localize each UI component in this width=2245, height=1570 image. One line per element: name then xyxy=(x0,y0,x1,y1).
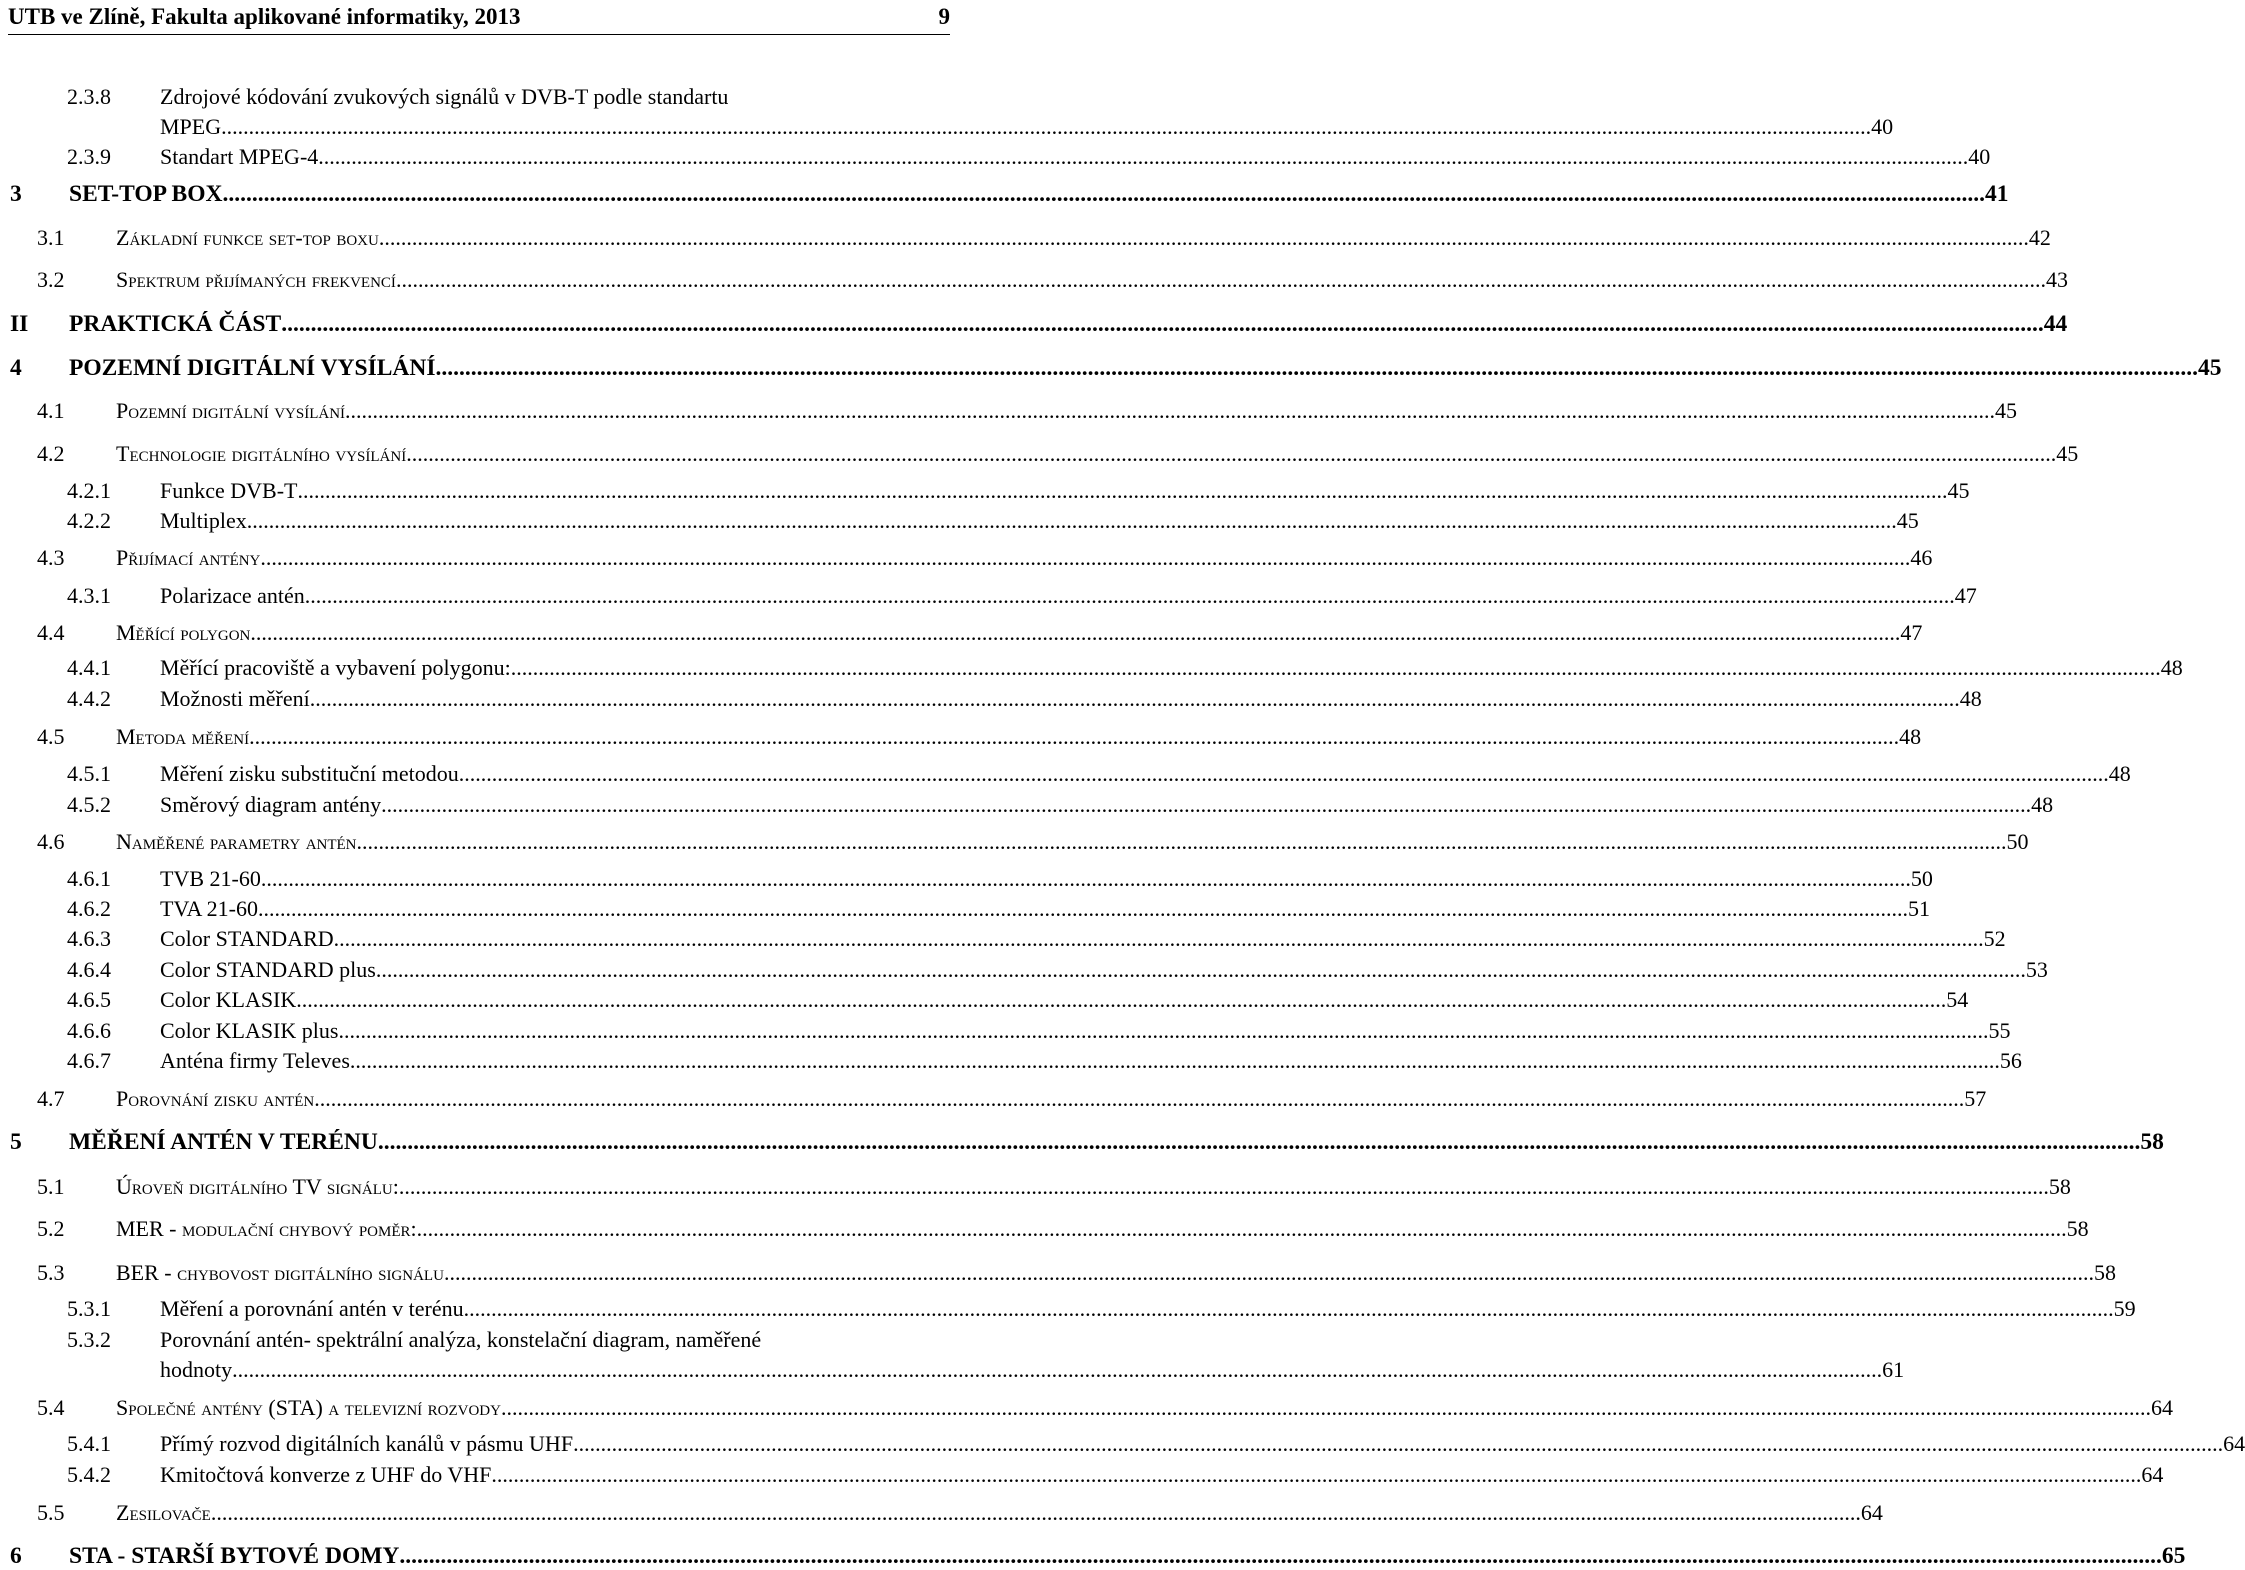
toc-entry[interactable] xyxy=(0,654,2183,682)
toc-entry-page: 58 xyxy=(2093,1260,2116,1285)
toc-entry-number: 4.6.4 xyxy=(67,957,111,982)
toc-entry[interactable] xyxy=(0,1461,2164,1489)
toc-entry-title: Měřící pracoviště a vybavení polygonu: xyxy=(160,655,511,680)
toc-entry[interactable] xyxy=(0,180,2009,208)
toc-dot-leader: ............................................................................................................................................................................................................................................................................................................ xyxy=(250,620,1901,645)
toc-entry-title: Měření a porovnání antén v terénu xyxy=(160,1296,464,1321)
toc-entry-page: 48 xyxy=(1899,724,1922,749)
toc-dot-leader: ............................................................................................................................................................................................................................................................................................................ xyxy=(314,1086,1965,1111)
toc-entry-number: 4.4 xyxy=(37,620,65,645)
toc-entry[interactable] xyxy=(0,440,2079,468)
toc-entry-number: 4.5.1 xyxy=(67,761,111,786)
toc-entry[interactable] xyxy=(0,1430,2245,1458)
toc-entry-title: BER - chybovost digitálního signálu xyxy=(116,1260,444,1285)
toc-entry-page: 65 xyxy=(2161,1543,2186,1569)
toc-entry-number: 4.2.1 xyxy=(67,478,111,503)
toc-entry-number: 4 xyxy=(10,355,22,381)
toc-entry-title: TVA 21-60 xyxy=(160,896,258,921)
toc-entry-number: 4.5 xyxy=(37,724,65,749)
toc-entry-title: Společné antény (STA) a televizní rozvody xyxy=(116,1395,501,1420)
toc-entry[interactable] xyxy=(0,1295,2136,1323)
toc-entry[interactable] xyxy=(0,791,2054,819)
toc-entry-title: Měření zisku substituční metodou xyxy=(160,761,459,786)
toc-entry-page: 53 xyxy=(2025,957,2048,982)
toc-dot-leader: ............................................................................................................................................................................................................................................................................................................ xyxy=(573,1431,2224,1456)
toc-entry[interactable] xyxy=(0,1499,1883,1527)
toc-dot-leader: ............................................................................................................................................................................................................................................................................................................ xyxy=(435,355,2198,381)
toc-entry[interactable] xyxy=(0,760,2131,788)
toc-entry[interactable] xyxy=(0,266,2068,294)
toc-entry-page: 64 xyxy=(2141,1462,2164,1487)
toc-entry[interactable] xyxy=(0,1128,2164,1156)
toc-entry-number: 5.3.1 xyxy=(67,1296,111,1321)
toc-entry-title: Zesilovače xyxy=(116,1500,211,1525)
toc-entry-number: 5 xyxy=(10,1129,22,1155)
toc-entry-page: 54 xyxy=(1946,987,1969,1012)
toc-entry-title: Metoda měření xyxy=(116,724,250,749)
toc-dot-leader: ............................................................................................................................................................................................................................................................................................................ xyxy=(500,1395,2151,1420)
toc-entry-number: 5.1 xyxy=(37,1174,65,1199)
toc-entry-number: 2.3.8 xyxy=(67,84,111,109)
toc-entry-title: SET-TOP BOX xyxy=(69,181,223,207)
toc-entry-number: 4.7 xyxy=(37,1086,65,1111)
toc-entry-title: PRAKTICKÁ ČÁST xyxy=(69,311,282,337)
toc-dot-leader: ............................................................................................................................................................................................................................................................................................................ xyxy=(349,1048,2000,1073)
header-page-number: 9 xyxy=(938,4,950,29)
toc-entry-title: POZEMNÍ DIGITÁLNÍ VYSÍLÁNÍ xyxy=(69,355,436,381)
toc-entry-page: 40 xyxy=(1968,144,1991,169)
toc-entry-title: Porovnání zisku antén xyxy=(116,1086,315,1111)
toc-entry-number: 4.4.2 xyxy=(67,686,111,711)
toc-entry-title: STA - STARŠÍ BYTOVÉ DOMY xyxy=(69,1543,400,1569)
toc-dot-leader: ............................................................................................................................................................................................................................................................................................................ xyxy=(281,311,2044,337)
toc-dot-leader: ............................................................................................................................................................................................................................................................................................................ xyxy=(345,398,1996,423)
toc-entry-number: 3.2 xyxy=(37,267,65,292)
toc-entry-title: Možnosti měření xyxy=(160,686,310,711)
toc-entry-title: Funkce DVB-T xyxy=(160,478,298,503)
toc-entry-number: 4.6.2 xyxy=(67,896,111,921)
toc-dot-leader: ............................................................................................................................................................................................................................................................................................................ xyxy=(258,896,1908,921)
toc-entry-number: 6 xyxy=(10,1543,22,1569)
toc-dot-leader: ............................................................................................................................................................................................................................................................................................................ xyxy=(260,866,1911,891)
toc-entry-number: 5.4 xyxy=(37,1395,65,1420)
toc-entry[interactable] xyxy=(0,1394,2173,1422)
toc-dot-leader: ............................................................................................................................................................................................................................................................................................................ xyxy=(377,1129,2141,1155)
page-header xyxy=(8,4,950,35)
toc-entry-page: 41 xyxy=(1984,181,2009,207)
toc-dot-leader: ............................................................................................................................................................................................................................................................................................................ xyxy=(318,144,1969,169)
toc-entry-page: 51 xyxy=(1908,896,1930,921)
toc-dot-leader: ............................................................................................................................................................................................................................................................................................................ xyxy=(246,508,1897,533)
toc-entry-page: 45 xyxy=(1947,478,1970,503)
toc-dot-leader: ............................................................................................................................................................................................................................................................................................................ xyxy=(463,1296,2114,1321)
toc-dot-leader: ............................................................................................................................................................................................................................................................................................................ xyxy=(304,583,1955,608)
toc-entry-number: 4.6.6 xyxy=(67,1018,111,1043)
toc-entry-page: 48 xyxy=(1959,686,1982,711)
toc-entry[interactable] xyxy=(0,1215,2089,1243)
toc-dot-leader: ............................................................................................................................................................................................................................................................................................................ xyxy=(297,478,1948,503)
toc-entry-title: Pozemní digitální vysílání xyxy=(116,398,346,423)
toc-dot-leader: ............................................................................................................................................................................................................................................................................................................ xyxy=(338,1018,1989,1043)
toc-entry-title: Color KLASIK xyxy=(160,987,297,1012)
toc-dot-leader: ............................................................................................................................................................................................................................................................................................................ xyxy=(296,987,1947,1012)
toc-entry[interactable] xyxy=(0,723,1922,751)
toc-dot-leader: ............................................................................................................................................................................................................................................................................................................ xyxy=(309,686,1960,711)
toc-entry-page: 44 xyxy=(2043,311,2068,337)
toc-entry-title: Úroveň digitálního TV signálu: xyxy=(116,1174,399,1199)
toc-entry-page: 45 xyxy=(2198,355,2222,381)
toc-entry[interactable] xyxy=(0,354,2222,382)
toc-entry[interactable] xyxy=(0,956,2048,984)
toc-entry-page: 58 xyxy=(2140,1129,2164,1155)
toc-entry-title: Zdrojové kódování zvukových signálů v DVB-T podle standartu xyxy=(160,84,729,109)
toc-entry-page: 48 xyxy=(2031,792,2054,817)
toc-entry[interactable] xyxy=(0,865,1933,893)
toc-entry-title: Měřící polygon xyxy=(116,620,251,645)
toc-entry-page: 47 xyxy=(1954,583,1977,608)
toc-entry-number: 4.6.5 xyxy=(67,987,111,1012)
toc-entry-title: MĚŘENÍ ANTÉN V TERÉNU xyxy=(69,1129,378,1155)
toc-entry-number: 4.6.1 xyxy=(67,866,111,891)
toc-entry-title: Standart MPEG-4 xyxy=(160,144,319,169)
toc-dot-leader: ............................................................................................................................................................................................................................................................................................................ xyxy=(210,1500,1861,1525)
toc-entry-number: 5.3.2 xyxy=(67,1327,111,1352)
toc-entry-number: 5.3 xyxy=(37,1260,65,1285)
toc-entry-page: 45 xyxy=(1995,398,2018,423)
toc-dot-leader: ............................................................................................................................................................................................................................................................................................................ xyxy=(491,1462,2142,1487)
toc-dot-leader: ............................................................................................................................................................................................................................................................................................................ xyxy=(381,792,2032,817)
toc-entry-page: 40 xyxy=(1871,114,1894,139)
toc-entry[interactable] xyxy=(0,986,1969,1014)
toc-entry[interactable] xyxy=(0,1047,2022,1075)
toc-dot-leader: ............................................................................................................................................................................................................................................................................................................ xyxy=(232,1357,1883,1382)
toc-dot-leader: ............................................................................................................................................................................................................................................................................................................ xyxy=(260,545,1911,570)
toc-entry-title: Základní funkce set-top boxu xyxy=(116,225,379,250)
toc-entry-title: Směrový diagram antény xyxy=(160,792,382,817)
toc-entry-page: 58 xyxy=(2066,1216,2089,1241)
toc-entry-page: 50 xyxy=(2006,829,2029,854)
toc-entry-title: Porovnání antén- spektrální analýza, konstelační diagram, naměřené xyxy=(160,1327,762,1352)
toc-entry-number: 4.6.7 xyxy=(67,1048,111,1073)
toc-entry[interactable] xyxy=(0,544,1933,572)
toc-entry-number: 5.4.2 xyxy=(67,1462,111,1487)
toc-dot-leader: ............................................................................................................................................................................................................................................................................................................ xyxy=(399,1543,2162,1569)
toc-entry-title: Polarizace antén xyxy=(160,583,305,608)
toc-entry-page: 50 xyxy=(1910,866,1933,891)
toc-dot-leader: ............................................................................................................................................................................................................................................................................................................ xyxy=(443,1260,2094,1285)
toc-entry-number: 3 xyxy=(10,181,22,207)
toc-entry-number: 5.4.1 xyxy=(67,1431,111,1456)
toc-entry-page: 52 xyxy=(1983,926,2006,951)
toc-entry[interactable] xyxy=(0,507,1919,535)
toc-entry-number: 4.2 xyxy=(37,441,65,466)
toc-dot-leader: ............................................................................................................................................................................................................................................................................................................ xyxy=(398,1174,2049,1199)
toc-entry-page: 64 xyxy=(1860,1500,1883,1525)
toc-entry-page: 64 xyxy=(2150,1395,2173,1420)
toc-entry[interactable] xyxy=(0,1173,2071,1201)
toc-entry[interactable] xyxy=(0,310,2068,338)
toc-dot-leader: ............................................................................................................................................................................................................................................................................................................ xyxy=(416,1216,2067,1241)
toc-entry-number: 4.5.2 xyxy=(67,792,111,817)
toc-entry-page: 48 xyxy=(2160,655,2183,680)
toc-entry-title: TVB 21-60 xyxy=(160,866,261,891)
toc-entry-title: Color STANDARD plus xyxy=(160,957,376,982)
toc-dot-leader: ............................................................................................................................................................................................................................................................................................................ xyxy=(395,267,2046,292)
toc-entry-page: 56 xyxy=(1999,1048,2022,1073)
toc-entry-page: 48 xyxy=(2108,761,2131,786)
toc-entry-number: 3.1 xyxy=(37,225,65,250)
toc-entry[interactable] xyxy=(0,83,952,111)
toc-entry-title: MPEG xyxy=(160,114,222,139)
toc-entry-page: 43 xyxy=(2045,267,2068,292)
toc-entry[interactable] xyxy=(0,925,2006,953)
toc-entry-number: 4.6 xyxy=(37,829,65,854)
toc-entry[interactable] xyxy=(0,1326,952,1354)
toc-entry-number: 5.2 xyxy=(37,1216,65,1241)
toc-entry-title: MER - modulační chybový poměr: xyxy=(116,1216,417,1241)
toc-entry-title: Spektrum přijímaných frekvencí xyxy=(116,267,396,292)
toc-dot-leader: ............................................................................................................................................................................................................................................................................................................ xyxy=(378,225,2029,250)
toc-entry-page: 59 xyxy=(2113,1296,2136,1321)
toc-entry-title: Multiplex xyxy=(160,508,247,533)
toc-entry-number: 5.5 xyxy=(37,1500,65,1525)
toc-entry-page: 45 xyxy=(1896,508,1919,533)
toc-entry-title: hodnoty xyxy=(160,1357,233,1382)
toc-entry-title: Color KLASIK plus xyxy=(160,1018,339,1043)
toc-entry-title: Color STANDARD xyxy=(160,926,334,951)
toc-entry-title: Přímý rozvod digitálních kanálů v pásmu UHF xyxy=(160,1431,574,1456)
toc-entry[interactable] xyxy=(0,1356,1905,1384)
toc-entry[interactable] xyxy=(0,1259,2116,1287)
toc-entry[interactable] xyxy=(0,895,1930,923)
toc-dot-leader: ............................................................................................................................................................................................................................................................................................................ xyxy=(333,926,1984,951)
toc-entry[interactable] xyxy=(0,582,1977,610)
toc-dot-leader: ............................................................................................................................................................................................................................................................................................................ xyxy=(356,829,2007,854)
toc-entry-page: 42 xyxy=(2028,225,2051,250)
toc-entry[interactable] xyxy=(0,685,1982,713)
toc-entry-title: Technologie digitálního vysílání xyxy=(116,441,407,466)
toc-entry-number: 4.1 xyxy=(37,398,65,423)
toc-entry[interactable] xyxy=(0,143,1991,171)
toc-entry[interactable] xyxy=(0,828,2029,856)
toc-entry-title: Anténa firmy Televes xyxy=(160,1048,350,1073)
toc-dot-leader: ............................................................................................................................................................................................................................................................................................................ xyxy=(458,761,2109,786)
toc-entry[interactable] xyxy=(0,224,2051,252)
toc-entry-page: 45 xyxy=(2056,441,2079,466)
toc-entry[interactable] xyxy=(0,619,1923,647)
toc-dot-leader: ............................................................................................................................................................................................................................................................................................................ xyxy=(222,181,1985,207)
toc-dot-leader: ............................................................................................................................................................................................................................................................................................................ xyxy=(249,724,1900,749)
toc-dot-leader: ............................................................................................................................................................................................................................................................................................................ xyxy=(375,957,2026,982)
toc-entry-title: Kmitočtová konverze z UHF do VHF xyxy=(160,1462,492,1487)
toc-entry-page: 46 xyxy=(1910,545,1933,570)
toc-entry-page: 58 xyxy=(2048,1174,2071,1199)
toc-entry-page: 61 xyxy=(1882,1357,1905,1382)
toc-entry[interactable] xyxy=(0,1542,2186,1570)
toc-entry-number: II xyxy=(10,311,29,337)
toc-entry-page: 64 xyxy=(2223,1431,2245,1456)
toc-entry-number: 4.3.1 xyxy=(67,583,111,608)
toc-entry-page: 57 xyxy=(1964,1086,1987,1111)
toc-entry-title: Naměřené parametry antén xyxy=(116,829,357,854)
toc-entry-number: 4.6.3 xyxy=(67,926,111,951)
toc-entry[interactable] xyxy=(0,113,1894,141)
toc-entry-number: 4.3 xyxy=(37,545,65,570)
toc-entry[interactable] xyxy=(0,1085,1987,1113)
toc-entry-page: 47 xyxy=(1900,620,1923,645)
toc-entry-number: 4.4.1 xyxy=(67,655,111,680)
toc-entry[interactable] xyxy=(0,1017,2011,1045)
toc-dot-leader: ............................................................................................................................................................................................................................................................................................................ xyxy=(221,114,1872,139)
toc-entry[interactable] xyxy=(0,397,2018,425)
toc-entry-number: 2.3.9 xyxy=(67,144,111,169)
toc-entry-title: Přijímací antény xyxy=(116,545,261,570)
toc-entry-number: 4.2.2 xyxy=(67,508,111,533)
toc-dot-leader: ............................................................................................................................................................................................................................................................................................................ xyxy=(406,441,2057,466)
toc-entry-page: 55 xyxy=(1988,1018,2011,1043)
header-title: UTB ve Zlíně, Fakulta aplikované informatiky, 2013 xyxy=(8,4,521,29)
toc-dot-leader: ............................................................................................................................................................................................................................................................................................................ xyxy=(510,655,2161,680)
toc-entry[interactable] xyxy=(0,477,1970,505)
